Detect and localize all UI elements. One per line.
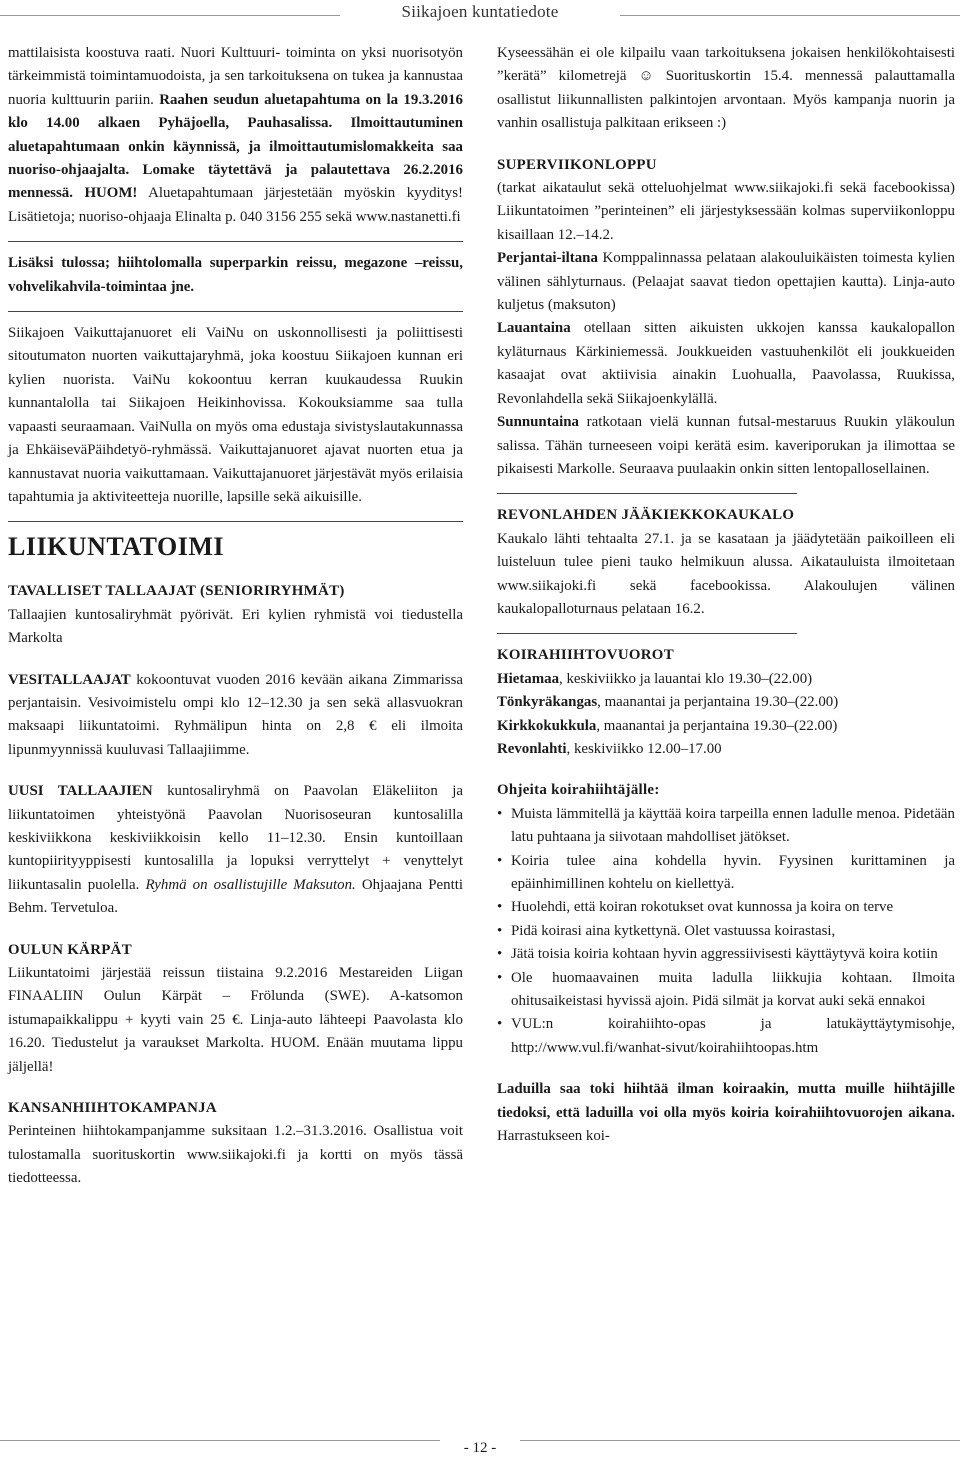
- sunday-paragraph: [497, 411, 955, 481]
- schedule-row: [497, 668, 955, 691]
- heading-koirahiihto: KOIRAHIIHTOVUOROT: [497, 647, 674, 664]
- spacer: [8, 921, 463, 939]
- youth-culture-paragraph: [8, 42, 463, 229]
- uusi-tallaajien-label: UUSI TALLAAJIEN: [8, 783, 153, 800]
- newsletter-title: Siikajoen kuntatiedote: [401, 2, 559, 21]
- divider: [8, 311, 463, 312]
- sunday-text: ratkotaan vielä kunnan futsal-mestaruus Ruukin yläkoulun salissa. Tähän turneeseen voipi kerätä esim. kaveriporukan ja ilimottaa se pikaisesti Markolle. Seuraava puulaakin onkin sitten lentopallosellainen.: [497, 414, 955, 477]
- vesitallaajat-text: kokoontuvat vuoden 2016 kevään aikana Zimmarissa perjantaisin. Vesivoimistelu ompi klo 12–12.30 ja sen sekä allasvuokran maksaapi liikuntatoimi. Ryhmälipun hinta on 2,8 € eli ilmoita lipunmyynnissä kuuluvasi Tallaajiimme.: [8, 671, 463, 758]
- dog-ski-instructions: [497, 803, 955, 1060]
- schedule-row: [497, 691, 955, 714]
- saturday-text: otellaan sitten aikuisten ukkojen kanssa kaukalopallon kyläturnaus Kärkiniemessä. Joukkueiden vastuuhenkilöt eli joukkueiden kasaajat ovat aktiivisia ainakin Luohualla, Paavolassa, Ruukissa, Revonlahdella sekä Siikajoenkylällä.: [497, 320, 955, 407]
- heading-karpat: OULUN KÄRPÄT: [8, 941, 132, 958]
- page-number: - 12 -: [463, 1440, 497, 1456]
- spacer: [497, 1060, 955, 1078]
- uusi-tallaajien-text: kuntosaliryhmä on Paavolan Eläkeliiton ja liikuntatoimen yhteistyönä Paavolan Nuorisoseuran kuntosalilla keskiviikkona keskiviikkoisin kello 11–12.30. Ensin kuntoillaan kuntopiirityyppisesti kuntosalilla ja lopuksi verryttelyt + venyttelyt liikuntasalin puolella.: [8, 783, 463, 893]
- list-item: • VUL:n koirahiihto-opas ja latukäyttäytymisohje, http://www.vul.fi/wanhat-sivut/koirahiihtoopas.htm: [497, 1013, 955, 1060]
- divider: [8, 241, 463, 242]
- header-rule-right: [620, 15, 960, 16]
- schedule-row: [497, 715, 955, 738]
- uusi-tallaajien-paragraph: [8, 780, 463, 920]
- list-item: • Pidä koirasi aina kytkettynä. Olet vastuussa koirastasi,: [497, 920, 955, 943]
- heading-tallaajat: TAVALLISET TALLAAJAT (SENIORIRYHMÄT): [8, 583, 345, 600]
- spacer: [497, 136, 955, 154]
- closing-text: Harrastukseen koi-: [497, 1128, 610, 1145]
- schedule-time: , keskiviikko 12.00–17.00: [566, 740, 722, 757]
- schedule-time: , maanantai ja perjantaina 19.30–(22.00): [597, 694, 839, 711]
- schedule-row: [497, 738, 955, 761]
- section-heading-liikuntatoimi: LIIKUNTATOIMI: [8, 532, 224, 562]
- regional-event-text: Raahen seudun aluetapahtuma on la 19.3.2016 klo 14.00 alkaen Pyhäjoella, Pauhasalissa. Ilmoittautuminen aluetapahtumaan onkin käynnissä, ja ilmoittautumislomakkeita saa nuoriso-ohjaajalta. Lomake täytettävä ja palautettava 26.2.2016 mennessä. HUOM!: [8, 91, 463, 202]
- vainu-paragraph: Siikajoen Vaikuttajanuoret eli VaiNu on uskonnollisesti ja poliittisesti sitoutumaton nuorten vaikuttajaryhmä, joka koostuu Siikajoen kunnan eri kylien nuorista. VaiNu kokoontuu kerran kuukaudessa Ruukin kunnantalolla tai Siikajoen Heikinhovissa. Kokouksiamme saa tulla vapaasti seuraamaan. VaiNulla on myös oma edustaja sivistyslautakunnassa ja EhkäiseväPäihdetyö-ryhmässä. Vaikuttajanuoret ajavat nuorten etua ja kannustavat nuoria vaikuttamaan. Vaikuttajanuoret järjestävät myös erilaisia tapahtumia ja aktiviteetteja nuorille, lapsille sekä aikuisille.: [8, 325, 463, 505]
- list-item: • Muista lämmitellä ja käyttää koira tarpeilla ennen ladulle menoa. Pidetään latu puhtaana ja siivotaan mahdolliset jätökset.: [497, 803, 955, 850]
- spacer: [8, 762, 463, 780]
- list-item: • Jätä toisia koiria kohtaan hyvin aggressiivisesti käyttäytyvä koira kotiin: [497, 943, 955, 966]
- vesitallaajat-paragraph: [8, 669, 463, 763]
- schedule-time: , maanantai ja perjantaina 19.30–(22.00): [596, 717, 838, 734]
- friday-label: Perjantai-iltana: [497, 250, 598, 267]
- divider: [497, 493, 797, 494]
- schedule-place: Tönkyräkangas: [497, 694, 598, 711]
- schedule-place: Kirkkokukkula: [497, 717, 597, 734]
- saturday-label: Lauantaina: [497, 320, 571, 337]
- friday-paragraph: [497, 247, 955, 317]
- list-item: • Ole huomaavainen muita ladulla liikkujia kohtaan. Ilmoita ohitusaikeistasi hyvissä ajoin. Pidä silmät ja korvat auki sekä ennakoi: [497, 967, 955, 1014]
- karpat-text: Liikuntatoimi järjestää reissun tiistaina 9.2.2016 Mestareiden Liigan FINAALIIN Oulun Kärpät – Frölunda (SWE). A-katsomon istumapaikkalippu + kyyti vain 25 €. Linja-auto lähteepi Paavolasta klo 16.20. Tiedustelut ja varaukset Markolta. HUOM. Enään muutama lippu jäljellä!: [8, 965, 463, 1075]
- spacer: [8, 651, 463, 669]
- divider: [8, 521, 463, 522]
- intro-text: mattilaisista koostuva raati. Nuori Kulttuuri- toiminta on yksi nuorisotyön tärkeimmistä toimintamuodoista, ja sen tarkoituksena on tukea ja kannustaa nuoria kulttuurin pariin.: [8, 45, 463, 108]
- closing-bold-text: Laduilla saa toki hiihtää ilman koiraakin, mutta muille hiihtäjille tiedoksi, että laduilla voi olla myös koiria koirahiihtovuorojen aikana.: [497, 1081, 955, 1121]
- saturday-paragraph: [497, 317, 955, 411]
- divider: [497, 633, 797, 634]
- schedule-time: , keskiviikko ja lauantai klo 19.30–(22.00): [559, 670, 813, 687]
- heading-superviikonloppu: SUPERVIIKONLOPPU: [497, 156, 657, 173]
- instructor-text: Ohjaajana Pentti Behm. Tervetuloa.: [8, 876, 463, 917]
- left-column: [8, 42, 463, 1191]
- heading-kansanhiihto: KANSANHIIHTOKAMPANJA: [8, 1100, 217, 1117]
- friday-text: Komppalinnassa pelataan alakouluikäisten toimesta kylien välinen sählyturnaus. (Pelaajat saavat tiedon opettajien kautta). Linja-auto kuljetus (maksuton): [497, 250, 955, 314]
- vesitallaajat-label: VESITALLAAJAT: [8, 671, 131, 688]
- upcoming-events-text: Lisäksi tulossa; hiihtolomalla superparkin reissu, megazone –reissu, vohvelikahvila-toimintaa jne.: [8, 255, 463, 295]
- tallaajat-text: Tallaajien kuntosaliryhmät pyörivät. Eri kylien ryhmistä voi tiedustella Markolta: [8, 606, 463, 647]
- heading-ohjeita: Ohjeita koirahiihtäjälle:: [497, 782, 660, 799]
- page-header: [0, 0, 960, 28]
- spacer: [8, 1079, 463, 1097]
- schedule-place: Revonlahti: [497, 740, 567, 757]
- free-note: Ryhmä on osallistujille Maksuton.: [145, 876, 356, 893]
- heading-revonlahti: REVONLAHDEN JÄÄKIEKKOKAUKALO: [497, 507, 795, 524]
- sunday-label: Sunnuntaina: [497, 414, 579, 431]
- kansanhiihto-text: Perinteinen hiihtokampanjamme suksitaan 1.2.–31.3.2016. Osallistua voit tulostamalla suorituskortin www.siikajoki.fi ja kortti on myös tässä tiedotteessa.: [8, 1123, 463, 1187]
- list-item: • Koiria tulee aina kohdella hyvin. Fyysinen kurittaminen ja epäinhimillinen kohtelu on kiellettyä.: [497, 850, 955, 897]
- schedule-place: Hietamaa: [497, 670, 560, 687]
- closing-paragraph: [497, 1078, 955, 1148]
- campaign-continued-text: Kyseessähän ei ole kilpailu vaan tarkoituksena jokaisen henkilökohtaisesti ”kerätä” kilometrejä ☺ Suorituskortin 15.4. mennessä palauttamalla osallistut liikunnallisten palkintojen arvontaan. Myös kampanja nuorin ja vanhin osallistuja palkitaan erikseen :): [497, 45, 955, 132]
- list-item: • Huolehdi, että koiran rokotukset ovat kunnossa ja koira on terve: [497, 896, 955, 919]
- transport-info-text: Aluetapahtumaan järjestetään myöskin kyyditys! Lisätietoja; nuoriso-ohjaaja Elinalta p. 040 3156 255 sekä www.nastanetti.fi: [8, 185, 463, 225]
- revonlahti-text: Kaukalo lähti tehtaalta 27.1. ja se kasataan ja jäädytetään paikoilleen eli luisteluun tulee pieni tauko helmikuun alussa. Aikatauluista ilmoitetaan www.siikajoki.fi sekä facebookissa. Alakoulujen välinen kaukalopalloturnaus pelataan 16.2.: [497, 530, 955, 617]
- superviikonloppu-text: (tarkat aikataulut sekä otteluohjelmat www.siikajoki.fi sekä facebookissa) Liikuntatoimen ”perinteinen” eli järjestyksessään kolmas superviikonloppu kisaillaan 12.–14.2.: [497, 180, 955, 243]
- dog-ski-schedule: [497, 668, 955, 762]
- right-column: [497, 42, 955, 1148]
- spacer: [497, 761, 955, 779]
